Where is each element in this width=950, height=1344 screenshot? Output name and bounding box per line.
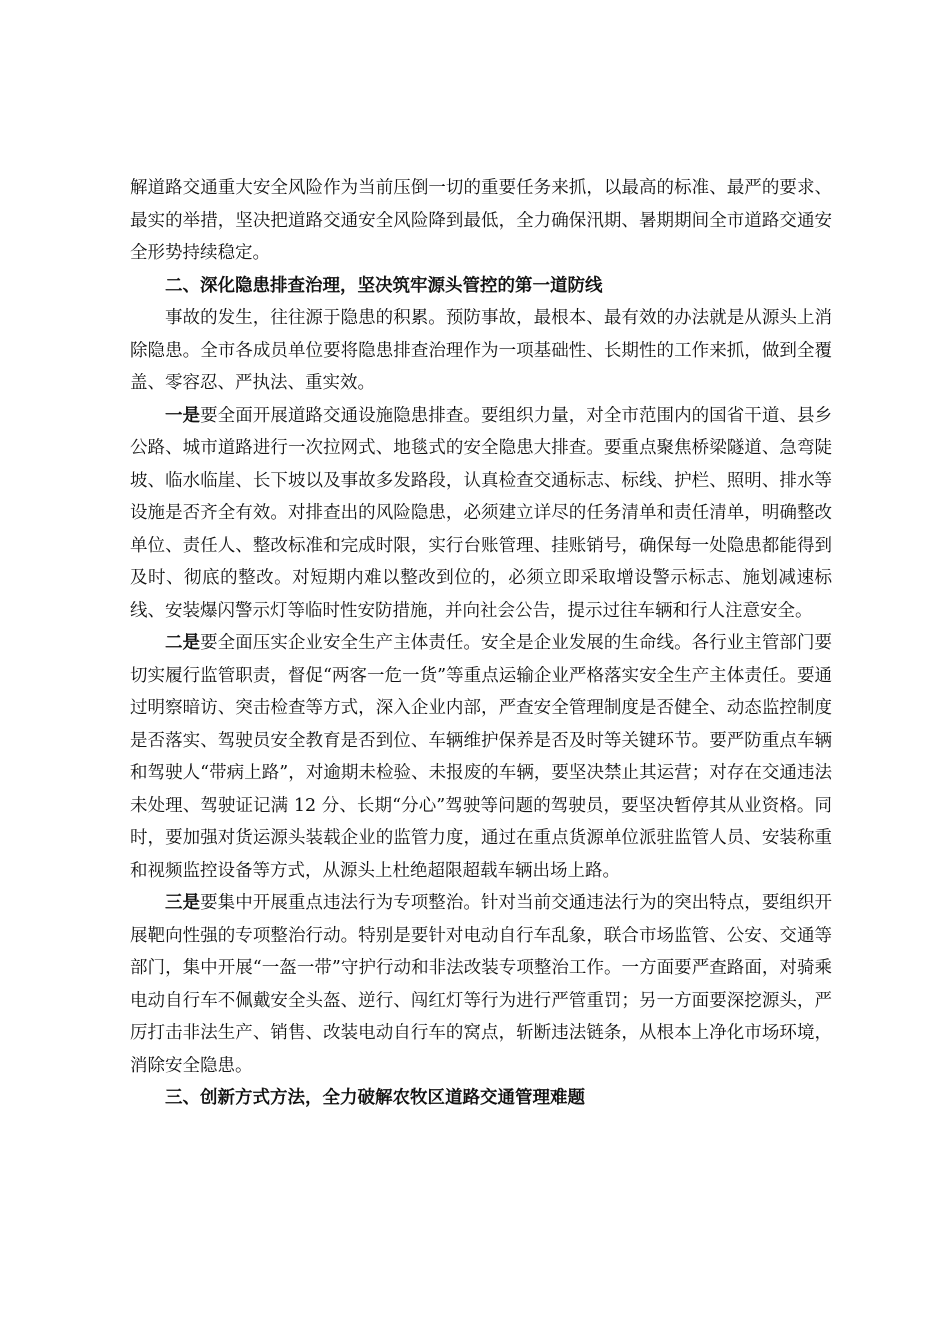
item-lead-3: 三是 <box>165 893 201 913</box>
item-text-1: 要全面开展道路交通设施隐患排查。要组织力量，对全市范围内的国省干道、县乡公路、城市道路进行一次拉网式、地毯式的安全隐患大排查。要重点聚焦桥梁隧道、急弯陡坡、临水临崖、长下坡以及事故多发路段，认真检查交通标志、标线、护栏、照明、排水等设施是否齐全有效。对排查出的风险隐患，必须建立详尽的任务清单和责任清单，明确整改单位、责任人、整改标准和完成时限，实行台账管理、挂账销号，确保每一处隐患都能得到及时、彻底的整改。对短期内难以整改到位的，必须立即采取增设警示标志、施划减速标线、安装爆闪警示灯等临时性安防措施，并向社会公告，提示过往车辆和行人注意安全。 <box>130 405 832 621</box>
paragraph-item-3 <box>130 887 832 1082</box>
paragraph-item-1 <box>130 400 832 628</box>
section-heading-2: 二、深化隐患排查治理，坚决筑牢源头管控的第一道防线 <box>165 275 603 296</box>
paragraph-item-2 <box>130 627 832 887</box>
item-text-3: 要集中开展重点违法行为专项整治。针对当前交通违法行为的突出特点，要组织开展靶向性强的专项整治行动。特别是要针对电动自行车乱象，联合市场监管、公安、交通等部门，集中开展“一盔一带”守护行动和非法改装专项整治工作。一方面要严查路面，对骑乘电动自行车不佩戴安全头盔、逆行、闯红灯等行为进行严管重罚；另一方面要深挖源头，严厉打击非法生产、销售、改装电动自行车的窝点，斩断违法链条，从根本上净化市场环境，消除安全隐患。 <box>130 893 832 1076</box>
item-lead-1: 一是 <box>165 405 201 426</box>
item-text-2: 要全面压实企业安全生产主体责任。安全是企业发展的生命线。各行业主管部门要切实履行监管职责，督促“两客一危一货”等重点运输企业严格落实安全生产主体责任。要通过明察暗访、突击检查等方式，深入企业内部，严查安全管理制度是否健全、动态监控制度是否落实、驾驶员安全教育是否到位、车辆维护保养是否及时等关键环节。要严防重点车辆和驾驶人“带病上路”，对逾期未检验、未报废的车辆，要坚决禁止其运营；对存在交通违法未处理、驾驶证记满 12 分、长期“分心”驾驶等问题的驾驶员，要坚决暂停其从业资格。同时，要加强对货运源头装载企业的监管力度，通过在重点货源单位派驻监管人员、安装称重和视频监控设备等方式，从源头上杜绝超限超载车辆出场上路。 <box>130 633 832 881</box>
paragraph-intro: 事故的发生，往往源于隐患的积累。预防事故，最根本、最有效的办法就是从源头上消除隐患。全市各成员单位要将隐患排查治理作为一项基础性、长期性的工作来抓，做到全覆盖、零容忍、严执法、重实效。 <box>130 308 832 393</box>
document-body <box>130 172 832 1115</box>
item-lead-2: 二是 <box>165 633 201 653</box>
section-heading-3: 三、创新方式方法，全力破解农牧区道路交通管理难题 <box>165 1088 585 1108</box>
continued-paragraph: 解道路交通重大安全风险作为当前压倒一切的重要任务来抓，以最高的标准、最严的要求、最实的举措，坚决把道路交通安全风险降到最低，全力确保汛期、暑期期间全市道路交通安全形势持续稳定。 <box>130 178 832 263</box>
